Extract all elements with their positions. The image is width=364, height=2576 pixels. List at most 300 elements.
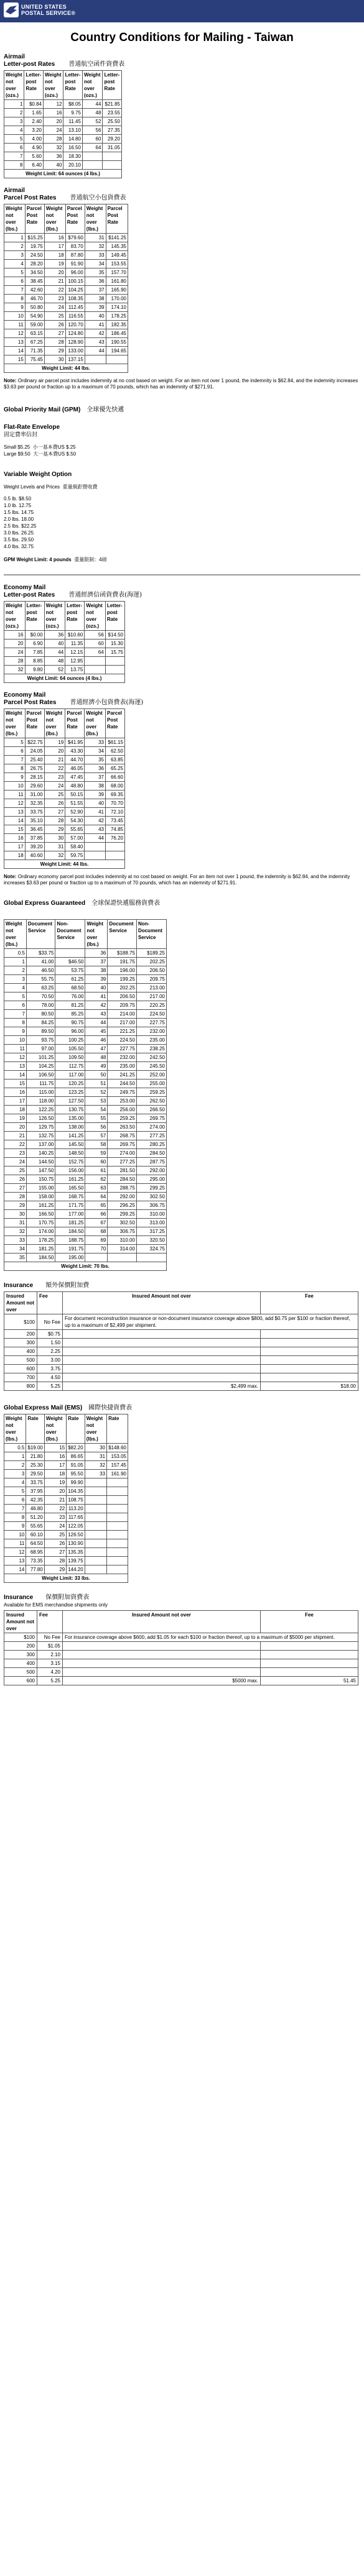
table-cell: [261, 1651, 358, 1659]
table-cell: 10: [4, 1531, 26, 1539]
table-cell: 44.70: [65, 756, 85, 764]
table-cell: 30: [85, 1444, 106, 1452]
table-cell: 55.65: [26, 1522, 44, 1531]
table-cell: 1.50: [37, 1339, 63, 1347]
airmail-parcel-chinese-title: 普通航空小包資費表: [70, 195, 126, 201]
table-cell: 42.60: [25, 286, 44, 295]
table-cell: 47.45: [65, 773, 85, 782]
table-cell: 7: [4, 1505, 26, 1513]
note-label: Note:: [4, 378, 17, 383]
table-cell: 277.25: [136, 1132, 166, 1140]
table-cell: 1: [4, 234, 26, 242]
table-cell: 6.90: [25, 639, 44, 648]
table-cell: 156.00: [55, 1167, 85, 1175]
table-row: [4, 1114, 167, 1123]
table-cell: 113.20: [67, 1505, 85, 1513]
usps-logo[interactable]: [4, 2, 75, 17]
table-cell: 33.75: [25, 808, 44, 817]
table-cell: 280.25: [136, 1140, 166, 1149]
table-cell: 42: [85, 329, 106, 338]
table-cell: 36: [85, 764, 106, 773]
column-header: Fee: [37, 1292, 63, 1314]
table-cell: 259.25: [108, 1114, 137, 1123]
table-cell: 7: [4, 1010, 27, 1019]
table-cell: No Fee: [37, 1314, 63, 1330]
table-row: [4, 1557, 128, 1565]
table-cell: 214.00: [108, 1010, 137, 1019]
table-cell: 153.55: [106, 260, 128, 268]
table-cell: 30: [44, 834, 65, 843]
table-cell: 190.55: [106, 338, 128, 347]
table-cell: 38: [85, 966, 108, 975]
column-header: Weight not over (ozs.): [43, 71, 63, 100]
header-row: [4, 1292, 358, 1314]
weight-level-item: 4.0 lbs. 32.75: [4, 544, 34, 549]
table-cell: 155.00: [26, 1184, 55, 1193]
table-row: [4, 834, 125, 843]
table-cell: 44: [85, 347, 106, 355]
table-cell: 60: [82, 135, 102, 144]
table-cell: 55: [85, 1114, 108, 1123]
table-cell: 36: [43, 152, 63, 161]
table-cell: 10: [4, 782, 26, 791]
table-cell: 8: [4, 764, 26, 773]
note-text: Ordinary economy parcel post includes indemnity at no cost based on weight. For an item not over 1 pound, the indemnity is $62.84, and the indemnity increases $3.63 per pound or fraction up to a maximum of 70 pounds, which has an indemnity of $271.91.: [4, 874, 350, 886]
table-cell: 182.35: [106, 321, 128, 329]
table-row: [4, 161, 122, 170]
table-cell: 200: [4, 1642, 37, 1651]
table-row: [4, 1254, 167, 1262]
table-cell: 800: [4, 1382, 37, 1391]
table-cell: 140.25: [26, 1149, 55, 1158]
table-cell: 252.00: [136, 1071, 166, 1079]
table-cell: 41: [85, 992, 108, 1001]
table-cell: 14: [4, 1071, 27, 1079]
table-cell: 68.95: [26, 1548, 44, 1557]
table-cell: 44: [85, 1019, 108, 1027]
table-cell: 139.75: [67, 1557, 85, 1565]
table-cell: 26: [44, 799, 65, 808]
table-cell: 51.55: [65, 799, 85, 808]
table-cell: 221.25: [108, 1027, 137, 1036]
column-header: Weight not over (ozs.): [4, 602, 26, 631]
weight-level-item: 3.0 lbs. 26.25: [4, 530, 34, 536]
table-row: [4, 117, 122, 126]
table-cell: 25.30: [26, 1461, 44, 1470]
table-cell: 64: [82, 144, 102, 152]
table-cell: 195.00: [55, 1254, 85, 1262]
table-cell: 117.00: [55, 1071, 85, 1079]
table-cell: 266.50: [136, 1106, 166, 1114]
table-cell: 217.00: [136, 992, 166, 1001]
column-header: Weight not over (lbs.): [85, 920, 108, 949]
table-cell: 30: [4, 1210, 27, 1219]
table-row: [4, 1531, 128, 1539]
table-cell: 80.50: [26, 1010, 55, 1019]
table-cell: 18.30: [63, 152, 83, 161]
table-cell: 83.70: [65, 242, 85, 251]
table-cell: 227.75: [136, 1019, 166, 1027]
table-cell: 277.25: [108, 1158, 137, 1167]
table-cell: [261, 1330, 358, 1339]
table-cell: [107, 1557, 128, 1565]
table-cell: $41.95: [65, 738, 85, 747]
table-row: [4, 773, 125, 782]
table-cell: [85, 1565, 106, 1574]
table-row: [4, 126, 122, 135]
table-cell: 500: [4, 1668, 37, 1677]
table-cell: 34: [85, 747, 106, 756]
table-cell: 300: [4, 1339, 37, 1347]
table-cell: 39: [85, 975, 108, 984]
table-cell: 40: [43, 161, 63, 170]
table-row: [4, 1548, 128, 1557]
table-cell: 4: [4, 126, 24, 135]
table-cell: 148.50: [55, 1149, 85, 1158]
table-cell: 20: [44, 1487, 66, 1496]
ems-title: Global Express Mail (EMS): [4, 1405, 83, 1411]
table-cell: [63, 1330, 261, 1339]
table-cell: 124.80: [65, 329, 85, 338]
table-cell: 27: [44, 1548, 66, 1557]
table-cell: 35: [85, 756, 106, 764]
gpm-limit-chinese: 重量限制：4磅: [74, 557, 107, 562]
table-cell: 306.75: [108, 1227, 137, 1236]
table-row: [4, 1522, 128, 1531]
table-cell: 224.50: [136, 1010, 166, 1019]
table-cell: 0.5: [4, 1444, 26, 1452]
table-cell: 310.00: [108, 1236, 137, 1245]
table-cell: 165.50: [55, 1184, 85, 1193]
table-cell: 178.25: [26, 1236, 55, 1245]
economy-parcel-subtitle: Parcel Post Rates: [4, 699, 57, 706]
ems-section: [0, 1405, 364, 1583]
table-cell: 220.25: [136, 1001, 166, 1010]
table-row: [4, 817, 125, 825]
table-cell: 63: [85, 1184, 108, 1193]
economy-letter-chinese-title: 普通經濟信函資費表(海運): [68, 592, 142, 598]
column-header: Weight not over (lbs.): [44, 709, 65, 738]
table-row: [4, 1452, 128, 1461]
gxg-title: Global Express Guaranteed: [4, 900, 86, 907]
table-cell: No Fee: [37, 1633, 63, 1642]
table-cell: 64.50: [26, 1539, 44, 1548]
table-cell: 4.90: [24, 144, 44, 152]
table-cell: 22: [44, 286, 65, 295]
table-cell: 15: [4, 1079, 27, 1088]
table-cell: 9: [4, 773, 26, 782]
table-cell: 29: [44, 1565, 66, 1574]
table-row: [4, 1019, 167, 1027]
table-cell: 147.50: [26, 1167, 55, 1175]
table-cell: 269.75: [108, 1140, 137, 1149]
table-row: [4, 277, 128, 286]
table-cell: 43.30: [65, 747, 85, 756]
economy-letter-title: Economy Mail: [4, 584, 46, 591]
table-cell: 161.90: [107, 1470, 128, 1478]
table-row: [4, 949, 167, 958]
column-header: Weight not over (lbs.): [44, 1414, 66, 1444]
table-cell: 22: [44, 764, 65, 773]
header-row: [4, 709, 125, 738]
table-cell: 54.30: [65, 817, 85, 825]
table-cell: [63, 1347, 261, 1356]
table-cell: 69.35: [105, 791, 124, 799]
table-cell: 70.50: [26, 992, 55, 1001]
table-cell: 27: [4, 1184, 27, 1193]
table-cell: 253.00: [108, 1097, 137, 1106]
economy-letter-section: [0, 584, 364, 683]
table-cell: 227.75: [108, 1045, 137, 1053]
airmail-letter-chinese-title: 普通航空函件資費表: [68, 61, 125, 68]
table-cell: 206.50: [136, 966, 166, 975]
table-cell: 157.70: [106, 268, 128, 277]
table-cell: 161.25: [55, 1175, 85, 1184]
table-cell: 6: [4, 1496, 26, 1505]
table-cell: 11.45: [63, 117, 83, 126]
table-cell: 93.75: [26, 1036, 55, 1045]
table-row: [4, 966, 167, 975]
gxg-insurance-table: [4, 1291, 358, 1391]
table-cell: 37.85: [25, 834, 44, 843]
table-cell: 235.00: [108, 1062, 137, 1071]
airmail-parcel-section: [0, 187, 364, 373]
table-cell: 42: [85, 817, 106, 825]
table-cell: 37: [85, 958, 108, 966]
table-cell: 268.75: [108, 1132, 137, 1140]
table-cell: 33.75: [26, 1478, 44, 1487]
page-title: Country Conditions for Mailing - Taiwan: [70, 31, 294, 44]
table-cell: $100: [4, 1633, 37, 1642]
table-row: [4, 1201, 167, 1210]
table-cell: [63, 1668, 261, 1677]
table-cell: 400: [4, 1347, 37, 1356]
table-cell: [85, 657, 106, 666]
table-row: [4, 1193, 167, 1201]
table-cell: 150.75: [26, 1175, 55, 1184]
table-cell: 65.25: [105, 764, 124, 773]
table-cell: 8: [4, 1513, 26, 1522]
table-cell: 5: [4, 992, 27, 1001]
economy-parcel-chinese-title: 普通經濟小包資費表(海運): [70, 699, 144, 706]
column-header: Letter-post Rate: [25, 602, 44, 631]
gxg-chinese-title: 全球保證快遞服務資費表: [91, 900, 161, 907]
table-row: [4, 1236, 167, 1245]
table-cell: 60: [85, 639, 106, 648]
table-cell: 2.10: [37, 1651, 63, 1659]
table-cell: 40: [85, 984, 108, 992]
column-header: Parcel Post Rate: [106, 204, 128, 234]
table-row: [4, 1062, 167, 1071]
table-row: [4, 992, 167, 1001]
table-cell: 32: [85, 1461, 106, 1470]
table-cell: 62.50: [105, 747, 124, 756]
table-cell: 188.75: [55, 1236, 85, 1245]
table-cell: 18: [4, 1106, 27, 1114]
economy-parcel-section: [0, 692, 364, 869]
weight-limit-cell: Weight Limit: 44 lbs.: [4, 860, 125, 869]
table-cell: [85, 843, 106, 851]
table-row: [4, 1633, 358, 1642]
table-cell: 16: [44, 234, 65, 242]
table-cell: $82.20: [67, 1444, 85, 1452]
table-cell: 4.00: [24, 135, 44, 144]
column-header: Document Service: [108, 920, 137, 949]
table-cell: 6.40: [24, 161, 44, 170]
table-cell: 177.00: [55, 1210, 85, 1219]
large-envelope-chinese: 大一基本費US $.50: [33, 451, 77, 457]
table-cell: 66: [85, 1210, 108, 1219]
table-cell: 106.50: [26, 1071, 55, 1079]
table-cell: 178.25: [106, 312, 128, 321]
ems-insurance-section: [0, 1594, 364, 1685]
table-cell: 24: [43, 126, 63, 135]
table-row: [4, 338, 128, 347]
table-cell: $0.75: [37, 1330, 63, 1339]
table-cell: 61: [85, 1167, 108, 1175]
table-cell: 26: [44, 321, 65, 329]
table-cell: 4: [4, 260, 26, 268]
table-cell: 232.00: [136, 1027, 166, 1036]
variable-weight-title: Variable Weight Option: [4, 471, 72, 478]
table-row: [4, 756, 125, 764]
table-cell: 29: [44, 347, 65, 355]
table-row: [4, 1149, 167, 1158]
table-cell: 6: [4, 1001, 27, 1010]
table-row: [4, 1167, 167, 1175]
table-cell: 3: [4, 1470, 26, 1478]
table-cell: 11.35: [65, 639, 85, 648]
table-cell: 38: [85, 295, 106, 303]
table-cell: 145.35: [106, 242, 128, 251]
footer-row: [4, 1574, 128, 1583]
table-cell: 24: [4, 1158, 27, 1167]
table-cell: 50: [85, 1071, 108, 1079]
header-row: [4, 1414, 128, 1444]
table-cell: 17: [44, 242, 65, 251]
table-cell: [85, 1557, 106, 1565]
table-cell: 5.25: [37, 1382, 63, 1391]
table-cell: 95.50: [67, 1470, 85, 1478]
table-cell: 500: [4, 1356, 37, 1365]
table-cell: 25: [44, 791, 65, 799]
table-cell: 19.75: [25, 242, 44, 251]
table-cell: 36: [44, 631, 65, 639]
table-cell: 86.65: [67, 1452, 85, 1461]
table-cell: [85, 851, 106, 860]
table-cell: 21: [44, 756, 65, 764]
table-cell: 37: [85, 773, 106, 782]
table-cell: 63.15: [25, 329, 44, 338]
table-cell: 116.55: [65, 312, 85, 321]
table-cell: 27: [44, 808, 65, 817]
table-cell: 171.75: [55, 1201, 85, 1210]
table-cell: 130.90: [67, 1539, 85, 1548]
table-cell: [136, 1254, 166, 1262]
table-cell: 25.50: [103, 117, 122, 126]
gpm-section: [0, 406, 364, 563]
table-cell: 1: [4, 958, 27, 966]
table-cell: [105, 666, 124, 674]
table-cell: 200: [4, 1330, 37, 1339]
table-cell: 24: [44, 782, 65, 791]
table-cell: 19: [44, 1478, 66, 1487]
table-cell: 42.35: [26, 1496, 44, 1505]
table-cell: 64: [85, 648, 106, 657]
small-envelope-chinese: 小一基本費US $.25: [32, 444, 76, 450]
table-cell: 11: [4, 1539, 26, 1548]
table-cell: 206.50: [108, 992, 137, 1001]
table-cell: [82, 161, 102, 170]
table-cell: 2: [4, 1461, 26, 1470]
table-row: [4, 1106, 167, 1114]
table-row: [4, 1175, 167, 1184]
table-row: [4, 1210, 167, 1219]
weight-level-item: 1.5 lbs. 14.75: [4, 510, 34, 515]
weight-limit-cell: Weight Limit: 70 lbs.: [4, 1262, 167, 1271]
footer-row: [4, 674, 125, 683]
table-row: [4, 799, 125, 808]
table-cell: 7.85: [25, 648, 44, 657]
table-cell: [55, 949, 85, 958]
footer-row: [4, 1262, 167, 1271]
table-cell: 14: [4, 817, 26, 825]
column-header: Letter-post Rate: [65, 602, 85, 631]
small-envelope-price: Small $5.25: [4, 444, 30, 450]
table-row: [4, 135, 122, 144]
table-cell: 62: [85, 1175, 108, 1184]
table-cell: 27.35: [103, 126, 122, 135]
table-cell: $21.85: [103, 100, 122, 109]
table-row: [4, 144, 122, 152]
table-cell: 60.10: [26, 1531, 44, 1539]
table-cell: 3: [4, 975, 27, 984]
table-row: [4, 1487, 128, 1496]
table-cell: [85, 1487, 106, 1496]
table-cell: $0.84: [24, 100, 44, 109]
table-cell: 66.60: [105, 773, 124, 782]
table-cell: 249.75: [108, 1088, 137, 1097]
table-cell: 13.75: [65, 666, 85, 674]
table-cell: [103, 161, 122, 170]
table-cell: [103, 152, 122, 161]
table-cell: 40: [44, 639, 65, 648]
table-row: [4, 1461, 128, 1470]
table-cell: 59.00: [25, 321, 44, 329]
table-cell: 36.45: [25, 825, 44, 834]
table-cell: 20: [44, 268, 65, 277]
column-header: Parcel Post Rate: [25, 709, 44, 738]
table-cell: 28: [44, 1557, 66, 1565]
table-cell: 9: [4, 1522, 26, 1531]
table-cell: 81.25: [55, 1001, 85, 1010]
table-cell: $33.75: [26, 949, 55, 958]
column-header: Fee: [261, 1292, 358, 1314]
table-cell: 77.80: [26, 1565, 44, 1574]
table-row: [4, 1123, 167, 1132]
weight-level-item: 1.0 lb. 12.75: [4, 503, 32, 508]
table-cell: 37: [85, 286, 106, 295]
table-cell: 97.00: [26, 1045, 55, 1053]
table-cell: 115.00: [26, 1088, 55, 1097]
header-row: [4, 204, 128, 234]
table-cell: 56: [85, 631, 106, 639]
table-cell: 32: [43, 144, 63, 152]
table-cell: 104.25: [26, 1062, 55, 1071]
table-row: [4, 1071, 167, 1079]
table-cell: [106, 355, 128, 364]
table-cell: 314.00: [108, 1245, 137, 1254]
